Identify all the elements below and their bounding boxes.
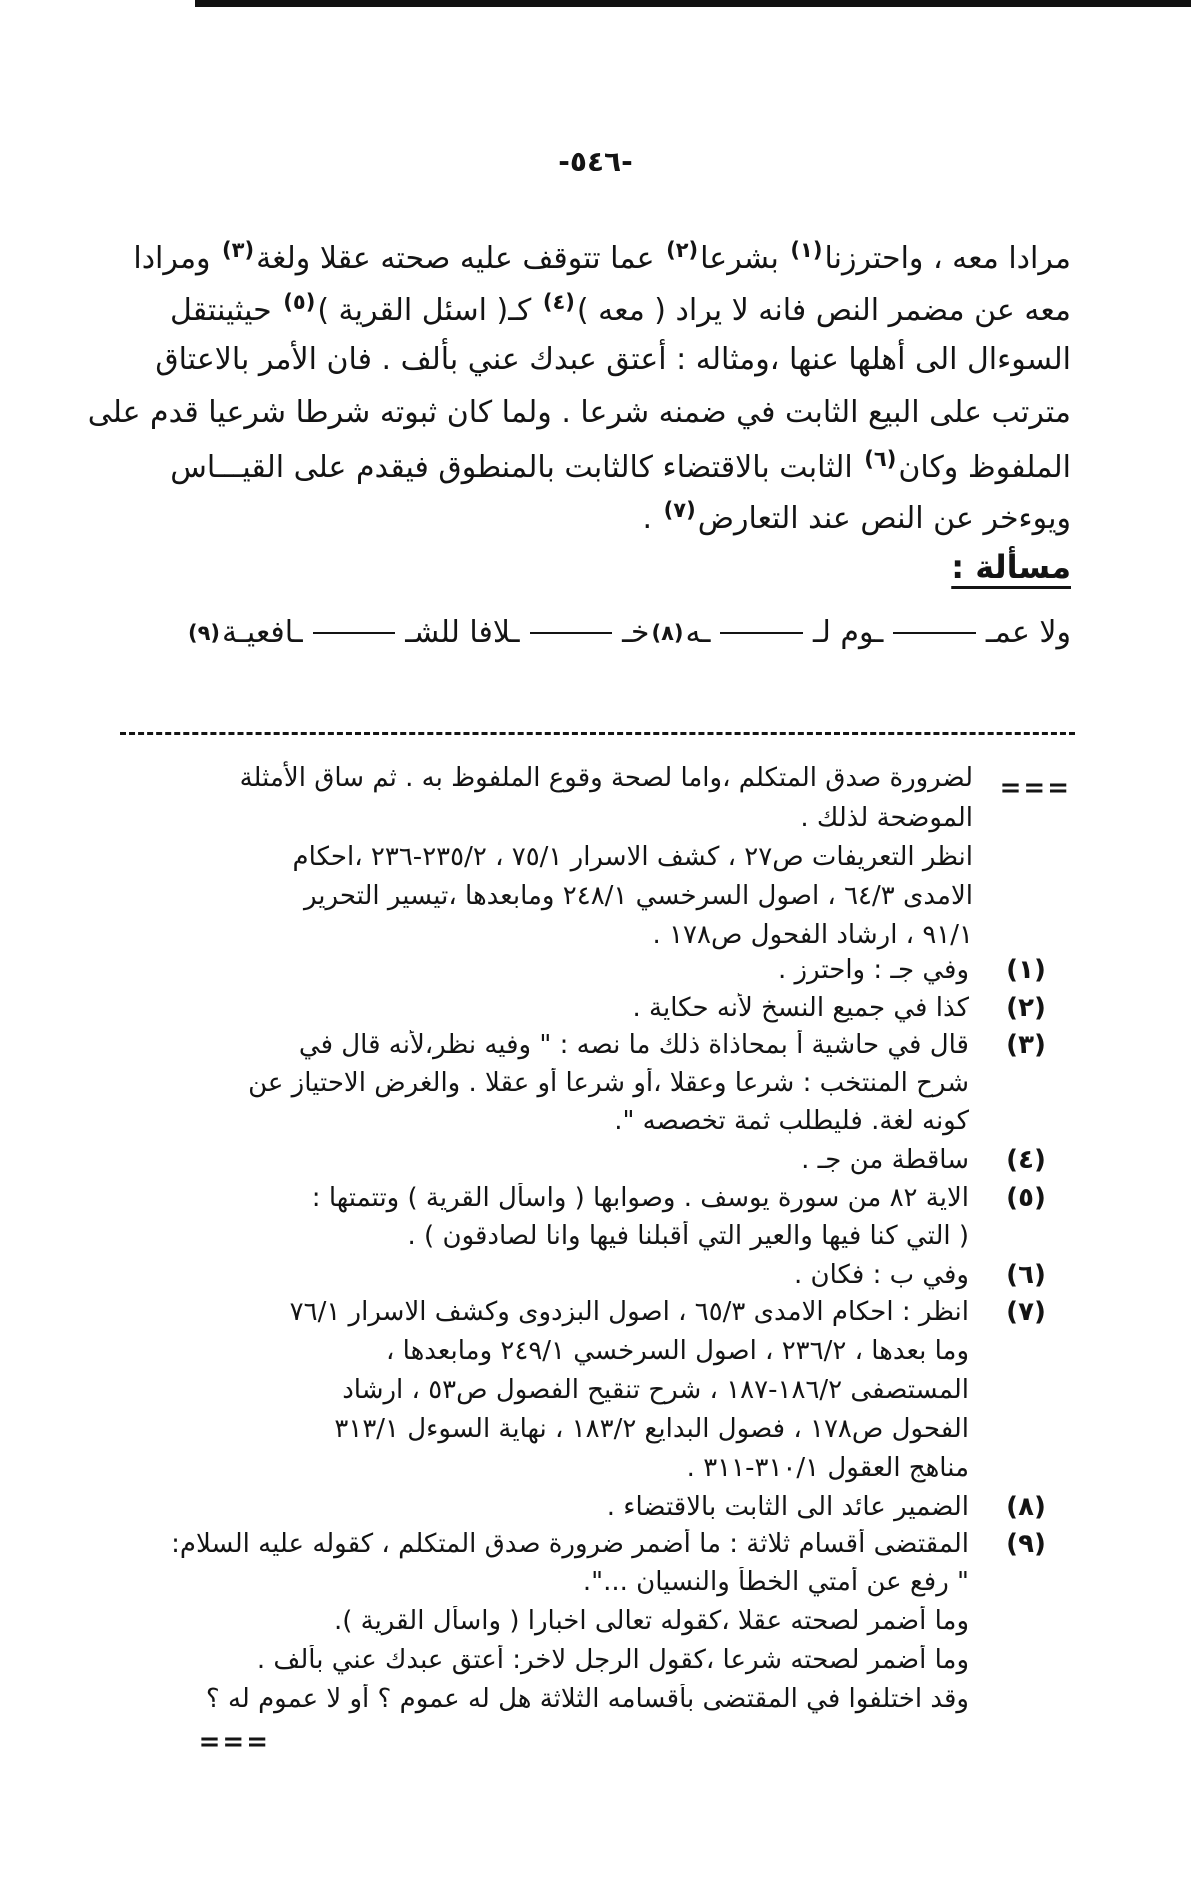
note-7-line-1: انظر : احكام الامدى ٦٥/٣ ، اصول البزدوى وكشف الاسرار ٧٦/١ xyxy=(289,1297,969,1327)
body-line-5: الملفوظ وكان$^{(٦)}$ الثابت بالاقتضاء كالثابت بالمنطوق فيقدم على القيـــاس xyxy=(170,447,1071,485)
note-number: (٥) xyxy=(1006,1183,1046,1213)
note-9-line-4: وما أضمر لصحته شرعا ،كقول الرجل لاخر: أعتق عبدك عني بألف . xyxy=(256,1645,969,1675)
note-1-line-1: وفي جـ : واحترز . xyxy=(777,955,969,985)
note-2-line-1: كذا في جميع النسخ لأنه حكاية . xyxy=(632,993,969,1023)
body-line-3: السوءال الى أهلها عنها ،ومثاله : أعتق عبدك عني بألف . فان الأمر بالاعتاق xyxy=(155,342,1071,377)
body-line-6: ويوءخر عن النص عند التعارض$^{(٧)}$ . xyxy=(642,498,1071,536)
note-intro-line-5: ٩١/١ ، ارشاد الفحول ص١٧٨ . xyxy=(652,920,973,950)
footnote-ref-6[interactable]: (٦) xyxy=(864,447,897,471)
section-heading: مسألة : xyxy=(951,548,1071,586)
note-intro-line-2: الموضحة لذلك . xyxy=(800,803,973,833)
note-number: (٧) xyxy=(1006,1297,1046,1327)
note-5-line-1: الاية ٨٢ من سورة يوسف . وصوابها ( واسأل القرية ) وتتمتها : xyxy=(311,1183,969,1213)
issue-statement: ولا عمـ ـوم لـ ـه (٨) خـ ـلافا للشـ ـافعيـة (٩) xyxy=(187,615,1071,650)
note-5-line-2: ( التي كنا فيها والعير التي أقبلنا فيها وانا لصادقون ) . xyxy=(407,1221,969,1251)
continuation-marker-bottom: === xyxy=(198,1727,270,1757)
note-number: (١) xyxy=(1006,955,1046,985)
footnote-ref-8[interactable]: (٨) xyxy=(651,620,684,645)
note-6-line-1: وفي ب : فكان . xyxy=(793,1260,969,1290)
note-intro-line-4: الامدى ٦٤/٣ ، اصول السرخسي ٢٤٨/١ ومابعدها ،تيسير التحرير xyxy=(303,881,973,911)
kashida-stroke xyxy=(893,632,976,634)
note-9-line-2: " رفع عن أمتي الخطأ والنسيان ...". xyxy=(582,1567,969,1597)
page-number: -٥٤٦- xyxy=(558,145,633,178)
footnote-ref-4[interactable]: (٤) xyxy=(542,290,575,314)
note-number: (٨) xyxy=(1006,1492,1046,1522)
continuation-marker-top: === xyxy=(999,773,1071,803)
note-number: (٣) xyxy=(1006,1030,1046,1060)
note-3-line-2: شرح المنتخب : شرعا وعقلا ،أو شرعا أو عقلا . والغرض الاحتياز عن xyxy=(248,1068,969,1098)
body-line-1: مرادا معه ، واحترزنا$^{(١)}$ بشرعا$^{(٢)}$ عما تتوقف عليه صحته عقلا ولغة$^{(٣)}$ ومرادا xyxy=(133,238,1071,276)
top-border-rule xyxy=(195,0,1191,7)
note-7-line-2: وما بعدها ، ٢٣٦/٢ ، اصول السرخسي ٢٤٩/١ ومابعدها ، xyxy=(386,1336,969,1366)
note-intro-line-3: انظر التعريفات ص٢٧ ، كشف الاسرار ٧٥/١ ، ٢٣٥/٢-٢٣٦ ،احكام xyxy=(292,842,973,872)
footnote-separator xyxy=(120,732,1075,735)
note-7-line-3: المستصفى ١٨٦/٢-١٨٧ ، شرح تنقيح الفصول ص٥٣ ، ارشاد xyxy=(342,1375,969,1405)
note-8-line-1: الضمير عائد الى الثابت بالاقتضاء . xyxy=(606,1492,969,1522)
footnote-ref-3[interactable]: (٣) xyxy=(222,238,255,262)
note-number: (٩) xyxy=(1006,1529,1046,1559)
footnote-ref-7[interactable]: (٧) xyxy=(663,498,696,522)
note-intro-line-1: لضرورة صدق المتكلم ،واما لصحة وقوع الملفوظ به . ثم ساق الأمثلة xyxy=(239,763,973,793)
kashida-stroke xyxy=(313,632,396,634)
kashida-stroke xyxy=(720,632,803,634)
footnote-ref-2[interactable]: (٢) xyxy=(666,238,699,262)
kashida-stroke xyxy=(530,632,613,634)
body-line-2: معه عن مضمر النص فانه لا يراد ( معه )$^{(٤)}$ كـ( اسئل القرية )$^{(٥)}$ حيثينتقل xyxy=(170,290,1071,328)
note-9-line-5: وقد اختلفوا في المقتضى بأقسامه الثلاثة هل له عموم ؟ أو لا عموم له ؟ xyxy=(205,1684,969,1714)
footnote-ref-9[interactable]: (٩) xyxy=(187,620,221,645)
note-number: (٢) xyxy=(1006,993,1046,1023)
footnote-ref-1[interactable]: (١) xyxy=(790,238,823,262)
note-number: (٦) xyxy=(1006,1260,1046,1290)
body-line-4: مترتب على البيع الثابت في ضمنه شرعا . ولما كان ثبوته شرطا شرعيا قدم على xyxy=(87,395,1071,430)
note-9-line-1: المقتضى أقسام ثلاثة : ما أضمر ضرورة صدق المتكلم ، كقوله عليه السلام: xyxy=(171,1529,969,1559)
note-7-line-5: مناهج العقول ٣١٠/١-٣١١ . xyxy=(686,1453,969,1483)
note-4-line-1: ساقطة من جـ . xyxy=(801,1145,969,1175)
note-9-line-3: وما أضمر لصحته عقلا ،كقوله تعالى اخبارا ( واسأل القرية ). xyxy=(333,1606,969,1636)
note-3-line-1: قال في حاشية أ بمحاذاة ذلك ما نصه : " وفيه نظر،لأنه قال في xyxy=(298,1030,969,1060)
footnote-ref-5[interactable]: (٥) xyxy=(283,290,316,314)
note-number: (٤) xyxy=(1006,1145,1046,1175)
note-7-line-4: الفحول ص١٧٨ ، فصول البدايع ١٨٣/٢ ، نهاية السوءل ٣١٣/١ xyxy=(334,1414,969,1444)
note-3-line-3: كونه لغة. فليطلب ثمة تخصصه ". xyxy=(614,1106,969,1136)
